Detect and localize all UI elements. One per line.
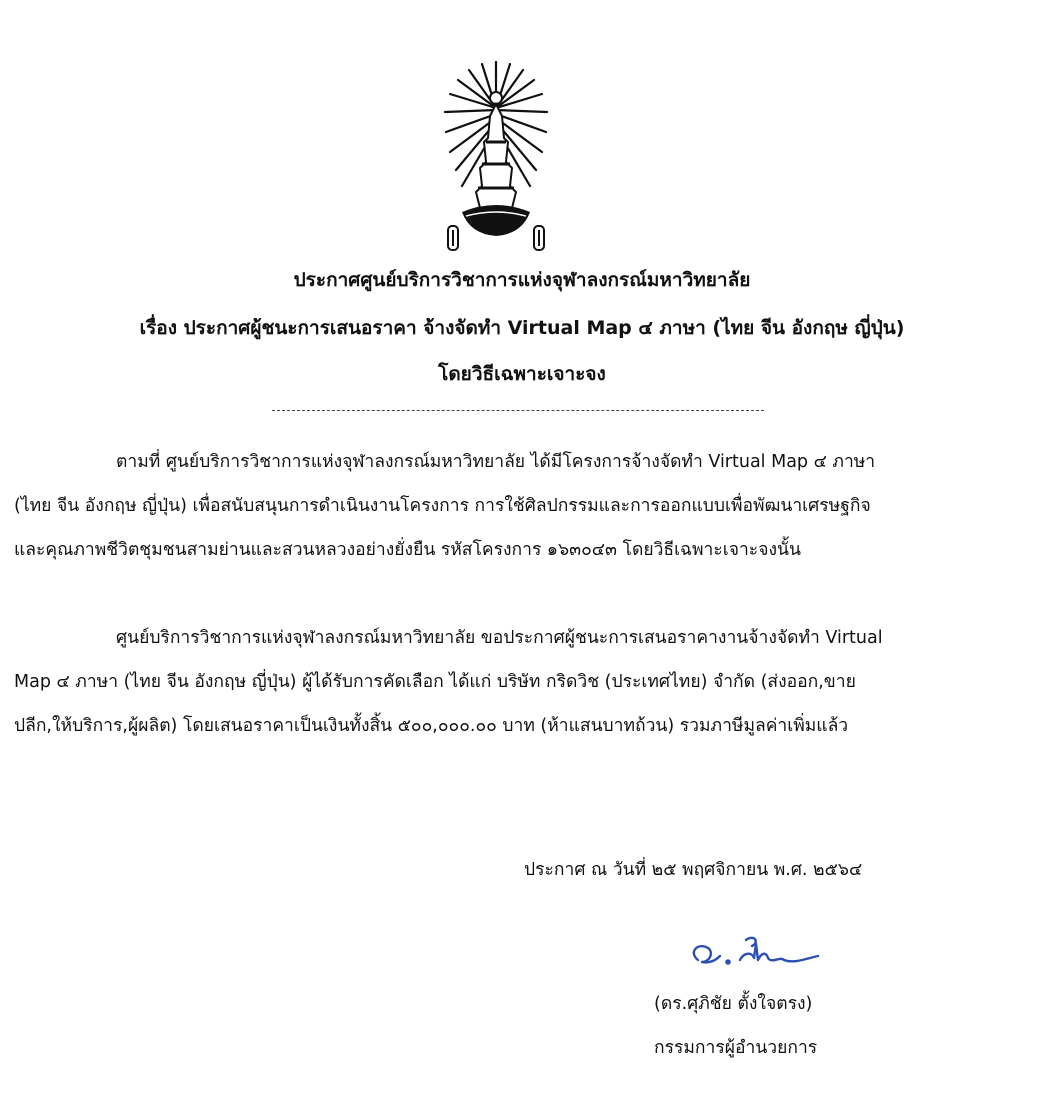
phra-kiao-emblem-icon <box>442 58 550 256</box>
handwritten-signature-icon <box>684 930 844 974</box>
announcement-subject: เรื่อง ประกาศผู้ชนะการเสนอราคา จ้างจัดทำ Virtual Map ๔ ภาษา (ไทย จีน อังกฤษ ญี่ปุ่น) <box>139 317 905 339</box>
divider <box>272 410 764 411</box>
paragraph1-line2: (ไทย จีน อังกฤษ ญี่ปุ่น) เพื่อสนับสนุนการดำเนินงานโครงการ การใช้ศิลปกรรมและการออกแบบเพื่อพัฒนาเศรษฐกิจ <box>14 496 871 516</box>
signer-name: (ดร.ศุภิชัย ตั้งใจตรง) <box>654 994 813 1014</box>
signer-title: กรรมการผู้อำนวยการ <box>654 1038 818 1058</box>
procurement-method: โดยวิธีเฉพาะเจาะจง <box>438 363 606 385</box>
paragraph2-line1: ศูนย์บริการวิชาการแห่งจุฬาลงกรณ์มหาวิทยาลัย ขอประกาศผู้ชนะการเสนอราคางานจ้างจัดทำ Virtual <box>116 628 883 648</box>
paragraph1-line3: และคุณภาพชีวิตชุมชนสามย่านและสวนหลวงอย่างยั่งยืน รหัสโครงการ ๑๖๓๐๔๓ โดยวิธีเฉพาะเจาะจงนั้น <box>14 540 801 560</box>
announcement-title: ประกาศศูนย์บริการวิชาการแห่งจุฬาลงกรณ์มหาวิทยาลัย <box>293 269 751 291</box>
paragraph2-line2: Map ๔ ภาษา (ไทย จีน อังกฤษ ญี่ปุ่น) ผู้ได้รับการคัดเลือก ได้แก่ บริษัท กริดวิช (ประเทศไทย) จำกัด (ส่งออก,ขาย <box>14 672 856 692</box>
announcement-date: ประกาศ ณ วันที่ ๒๕ พฤศจิกายน พ.ศ. ๒๕๖๔ <box>524 860 863 880</box>
paragraph1-line1: ตามที่ ศูนย์บริการวิชาการแห่งจุฬาลงกรณ์มหาวิทยาลัย ได้มีโครงการจ้างจัดทำ Virtual Map ๔ ภาษา <box>116 452 876 472</box>
paragraph2-line3: ปลีก,ให้บริการ,ผู้ผลิต) โดยเสนอราคาเป็นเงินทั้งสิ้น ๕๐๐,๐๐๐.๐๐ บาท (ห้าแสนบาทถ้วน) รวมภาษีมูลค่าเพิ่มแล้ว <box>14 716 849 736</box>
